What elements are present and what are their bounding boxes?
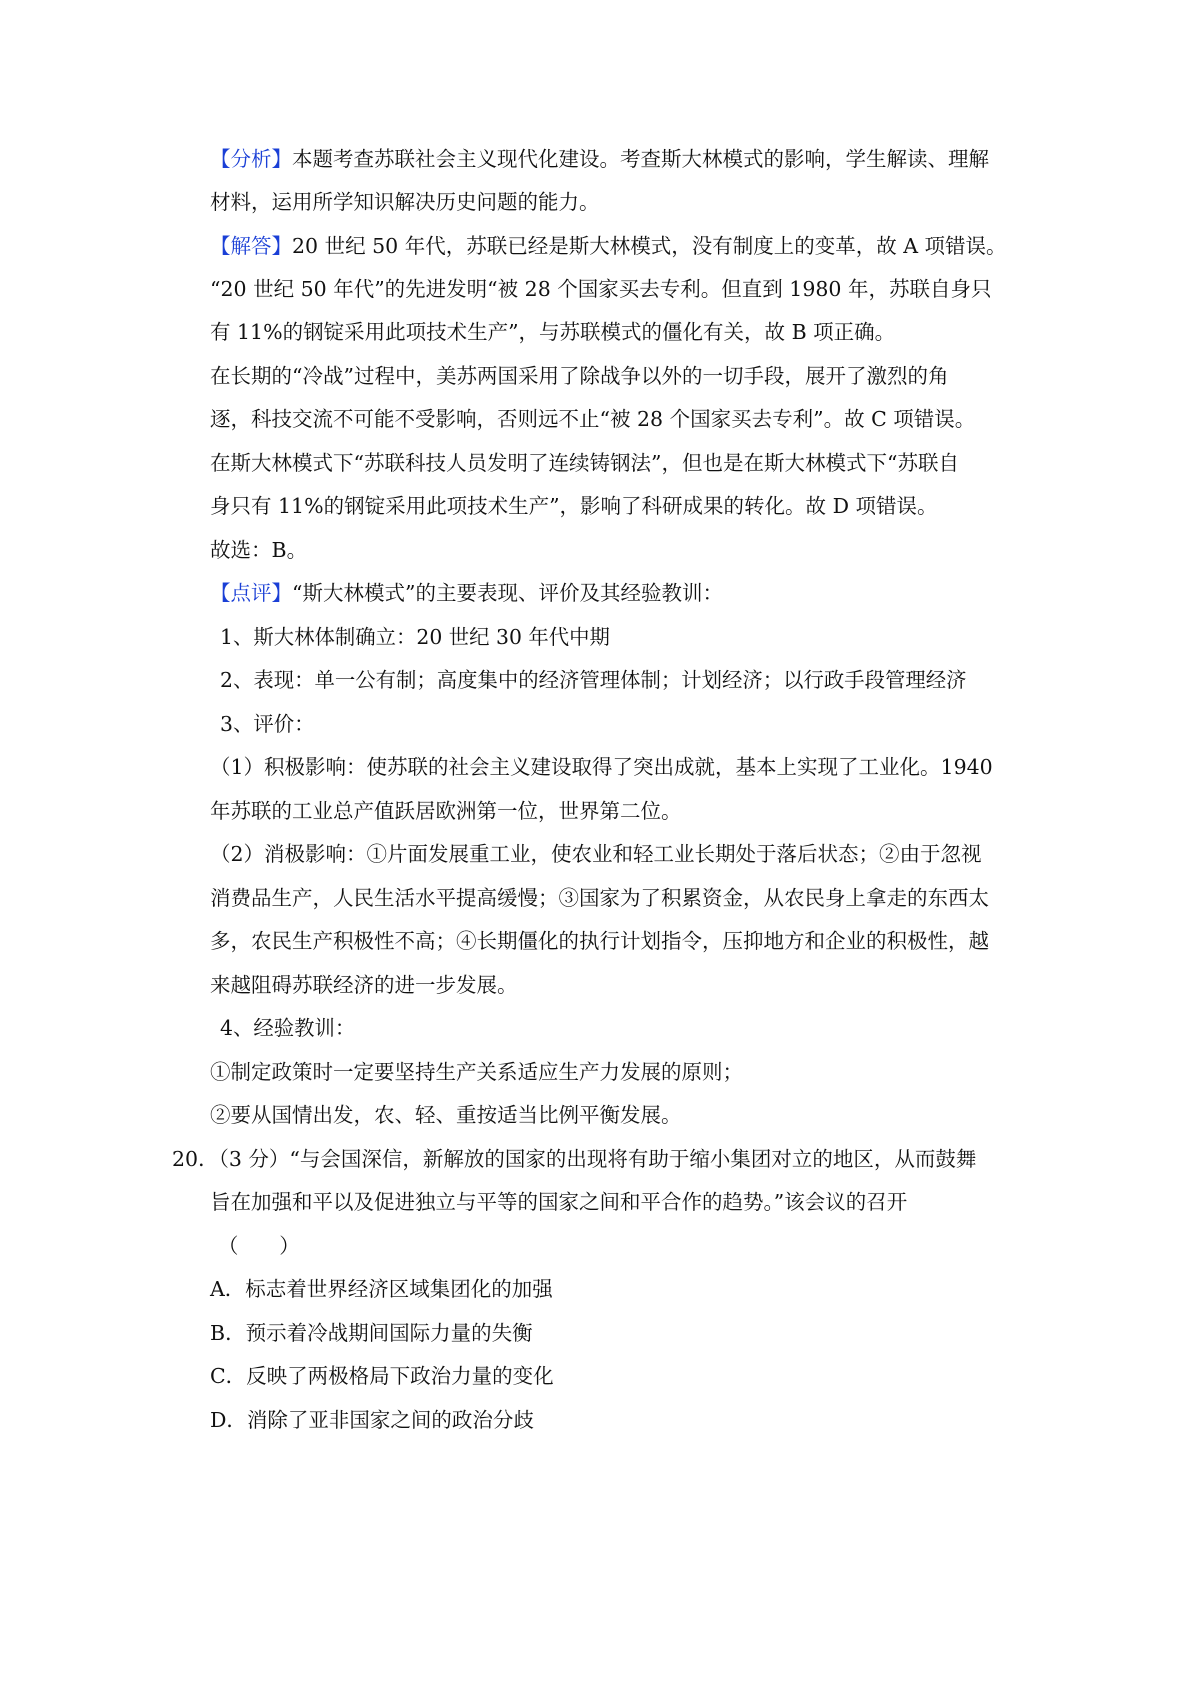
answer-line-4: 在长期的“冷战”过程中，美苏两国采用了除战争以外的一切手段，展开了激烈的角: [210, 364, 949, 388]
option-b: B．预示着冷战期间国际力量的失衡: [210, 1321, 533, 1345]
comment-text-1: “斯大林模式”的主要表现、评价及其经验教训：: [292, 581, 723, 605]
answer-line-2: “20 世纪 50 年代”的先进发明“被 28 个国家买去专利。但直到 1980 年，苏联自身只: [210, 277, 992, 301]
comment-line-9: 多，农民生产积极性不高；④长期僵化的执行计划指令，压抑地方和企业的积极性，越: [210, 929, 989, 953]
comment-line-2: 1、斯大林体制确立：20 世纪 30 年代中期: [220, 625, 610, 649]
comment-line-5: （1）积极影响：使苏联的社会主义建设取得了突出成就，基本上实现了工业化。1940: [210, 755, 993, 779]
comment-line-12: ①制定政策时一定要坚持生产关系适应生产力发展的原则；: [210, 1060, 743, 1084]
comment-line-11: 4、经验教训：: [220, 1016, 356, 1040]
question-line-2: 旨在加强和平以及促进独立与平等的国家之间和平合作的趋势。”该会议的召开: [210, 1190, 908, 1214]
comment-line-6: 年苏联的工业总产值跃居欧洲第一位，世界第二位。: [210, 799, 682, 823]
comment-line-10: 来越阻碍苏联经济的进一步发展。: [210, 973, 518, 997]
comment-line-8: 消费品生产，人民生活水平提高缓慢；③国家为了积累资金，从农民身上拿走的东西太: [210, 886, 989, 910]
comment-line-13: ②要从国情出发，农、轻、重按适当比例平衡发展。: [210, 1103, 682, 1127]
comment-line-4: 3、评价：: [220, 712, 315, 736]
question-answer-blank: （ ）: [218, 1234, 300, 1258]
question-line-1: 20．（3 分）“与会国深信，新解放的国家的出现将有助于缩小集团对立的地区，从而鼓舞: [172, 1147, 977, 1171]
answer-line-1: [210, 232, 1040, 260]
option-a: A．标志着世界经济区域集团化的加强: [210, 1277, 553, 1301]
comment-line-3: 2、表现：单一公有制；高度集中的经济管理体制；计划经济；以行政手段管理经济: [220, 668, 967, 692]
analysis-tag: 【分析】: [210, 147, 292, 171]
answer-line-7: 身只有 11%的钢锭采用此项技术生产”，影响了科研成果的转化。故 D 项错误。: [210, 494, 938, 518]
answer-line-8: 故选：B。: [210, 538, 308, 562]
analysis-line-2: 材料，运用所学知识解决历史问题的能力。: [210, 190, 600, 214]
option-d: D．消除了亚非国家之间的政治分歧: [210, 1408, 534, 1432]
comment-line-1: [210, 579, 1040, 607]
answer-line-6: 在斯大林模式下“苏联科技人员发明了连续铸钢法”，但也是在斯大林模式下“苏联自: [210, 451, 959, 475]
answer-line-5: 逐，科技交流不可能不受影响，否则远不止“被 28 个国家买去专利”。故 C 项错误。: [210, 407, 976, 431]
option-c: C．反映了两极格局下政治力量的变化: [210, 1364, 554, 1388]
answer-line-3: 有 11%的钢锭采用此项技术生产”，与苏联模式的僵化有关，故 B 项正确。: [210, 320, 896, 344]
analysis-text-1: 本题考查苏联社会主义现代化建设。考查斯大林模式的影响，学生解读、理解: [292, 147, 989, 171]
analysis-line-1: [210, 145, 1040, 173]
answer-text-1: 20 世纪 50 年代，苏联已经是斯大林模式，没有制度上的变革，故 A 项错误。: [292, 234, 1007, 258]
comment-line-7: （2）消极影响：①片面发展重工业，使农业和轻工业长期处于落后状态；②由于忽视: [210, 842, 982, 866]
comment-tag: 【点评】: [210, 581, 292, 605]
answer-tag: 【解答】: [210, 234, 292, 258]
